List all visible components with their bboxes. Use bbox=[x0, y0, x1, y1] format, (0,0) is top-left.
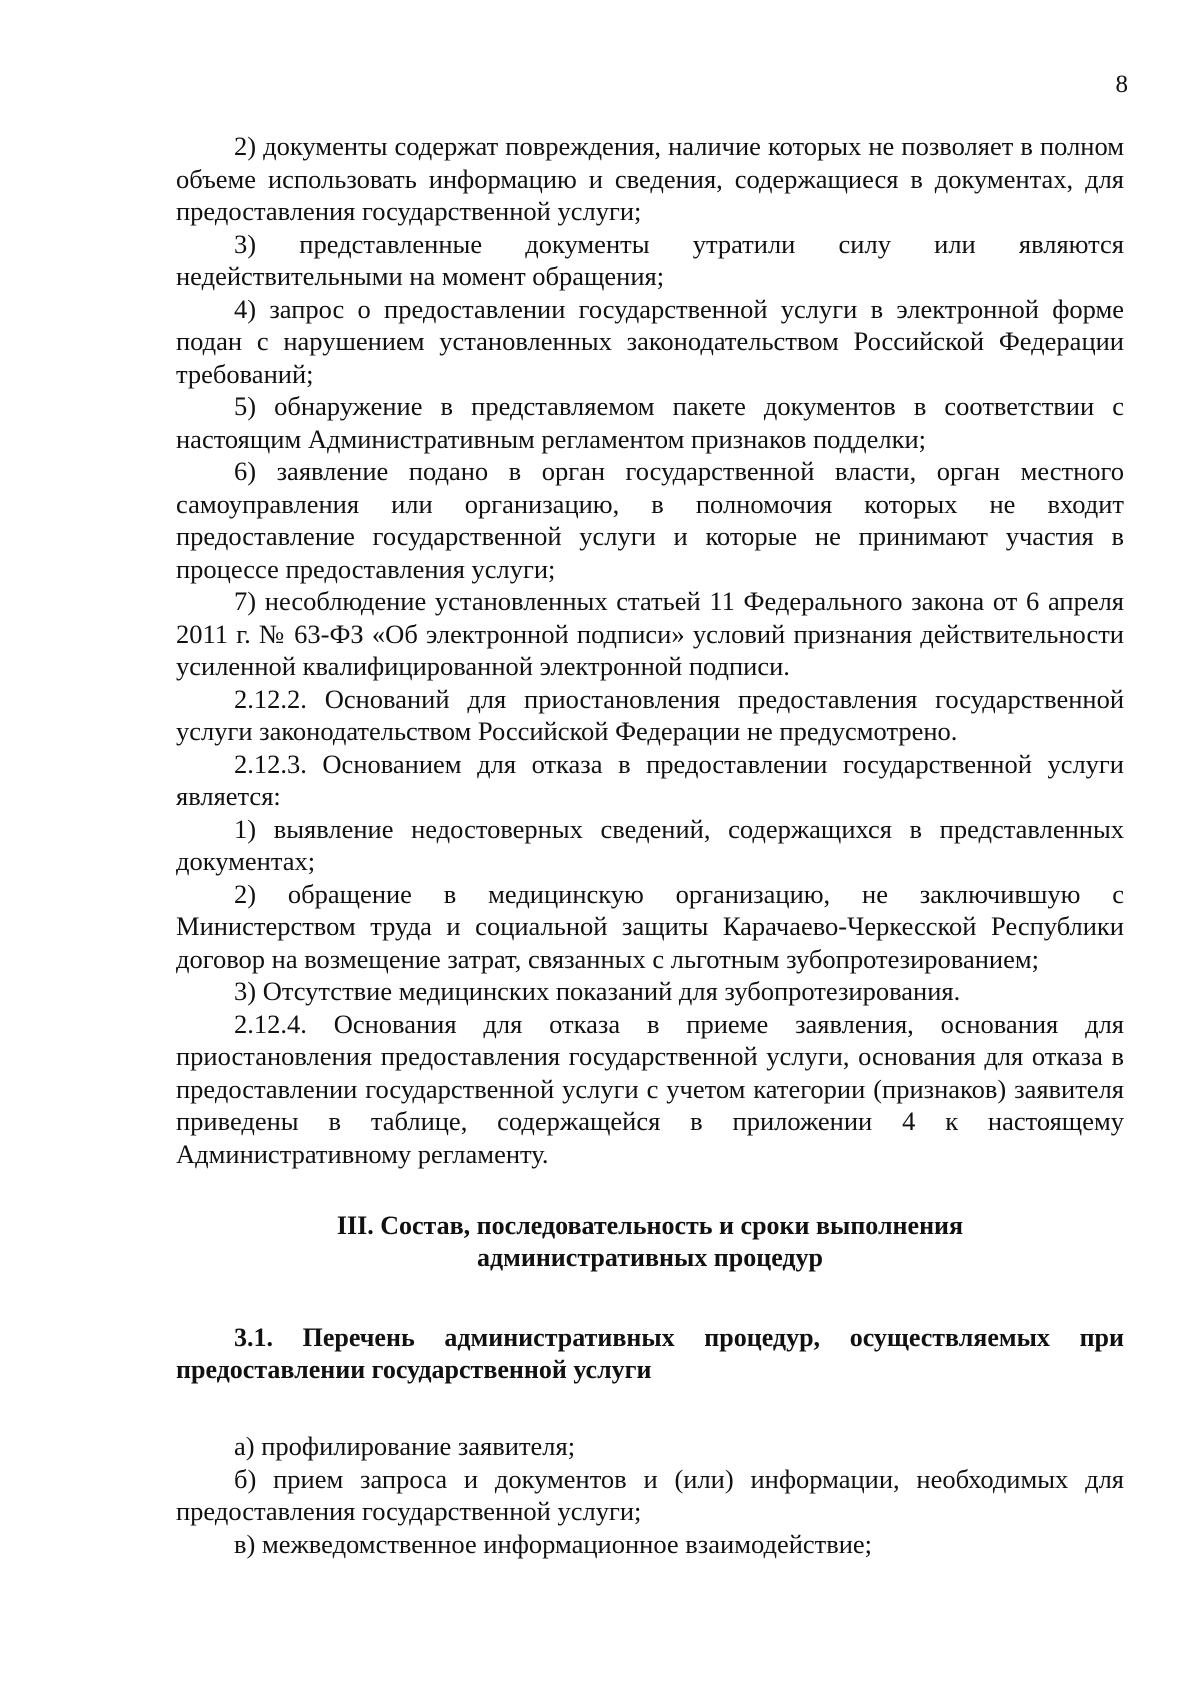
paragraph-2-12-2: 2.12.2. Оснований для приостановления предоставления государственной услуги законодательством Российской Федерации не предусмотрено. bbox=[176, 683, 1124, 746]
paragraph-2-12-4: 2.12.4. Основания для отказа в приеме заявления, основания для приостановления предоставления государственной услуги, основания для отказа в предоставлении государственной услуги с учетом категории (признаков) заявителя приведены в таблице, содержащейся в приложении 4 к настоящему Административному регламенту. bbox=[176, 1008, 1124, 1169]
paragraph-item-6-wrong-authority: 6) заявление подано в орган государственной власти, орган местного самоуправления или организацию, в полномочия которых не входит предоставление государственной услуги и которые не принимают участия в процессе предоставления услуги; bbox=[176, 456, 1124, 584]
paragraph-item-2-damaged-documents: 2) документы содержат повреждения, наличие которых не позволяет в полном объеме использовать информацию и сведения, содержащиеся в документах, для предоставления государственной услуги; bbox=[176, 131, 1124, 226]
section-heading-line-2: административных процедур bbox=[476, 1243, 824, 1272]
paragraph-refusal-3: 3) Отсутствие медицинских показаний для зубопротезирования. bbox=[234, 976, 961, 1006]
document-body bbox=[176, 130, 1124, 1560]
paragraph-item-3-invalid-documents: 3) представленные документы утратили силу или являются недействительными на момент обращения; bbox=[176, 228, 1124, 291]
paragraph-refusal-2: 2) обращение в медицинскую организацию, не заключившую с Министерством труда и социальной защиты Карачаево-Черкесской Республики договор на возмещение затрат, связанных с льготным зубопротезированием; bbox=[176, 878, 1124, 974]
paragraph-item-7-electronic-signature: 7) несоблюдение установленных статьей 11 Федерального закона от 6 апреля 2011 г. № 63-ФЗ «Об электронной подписи» условий признания действительности усиленной квалифицированной электронной подписи. bbox=[176, 586, 1124, 681]
paragraph-item-5-forgery: 5) обнаружение в представляемом пакете документов в соответствии с настоящим Административным регламентом признаков подделки; bbox=[176, 391, 1124, 454]
list-item-v: в) межведомственное информационное взаимодействие; bbox=[234, 1528, 873, 1559]
list-item-b: б) прием запроса и документов и (или) информации, необходимых для предоставления государственной услуги; bbox=[176, 1463, 1124, 1526]
section-heading-line-1: III. Состав, последовательность и сроки выполнения bbox=[336, 1211, 964, 1240]
subsection-heading: 3.1. Перечень административных процедур, осуществляемых при предоставлении государственной услуги bbox=[176, 1323, 1124, 1384]
list-item-a: а) профилирование заявителя; bbox=[234, 1431, 576, 1461]
page-number: 8 bbox=[1115, 71, 1128, 98]
paragraph-item-4-electronic-request: 4) запрос о предоставлении государственной услуги в электронной форме подан с нарушением установленных законодательством Российской Федерации требований; bbox=[176, 293, 1124, 389]
paragraph-refusal-1: 1) выявление недостоверных сведений, содержащихся в представленных документах; bbox=[176, 813, 1124, 876]
paragraph-2-12-3: 2.12.3. Основанием для отказа в предоставлении государственной услуги является: bbox=[176, 748, 1124, 811]
